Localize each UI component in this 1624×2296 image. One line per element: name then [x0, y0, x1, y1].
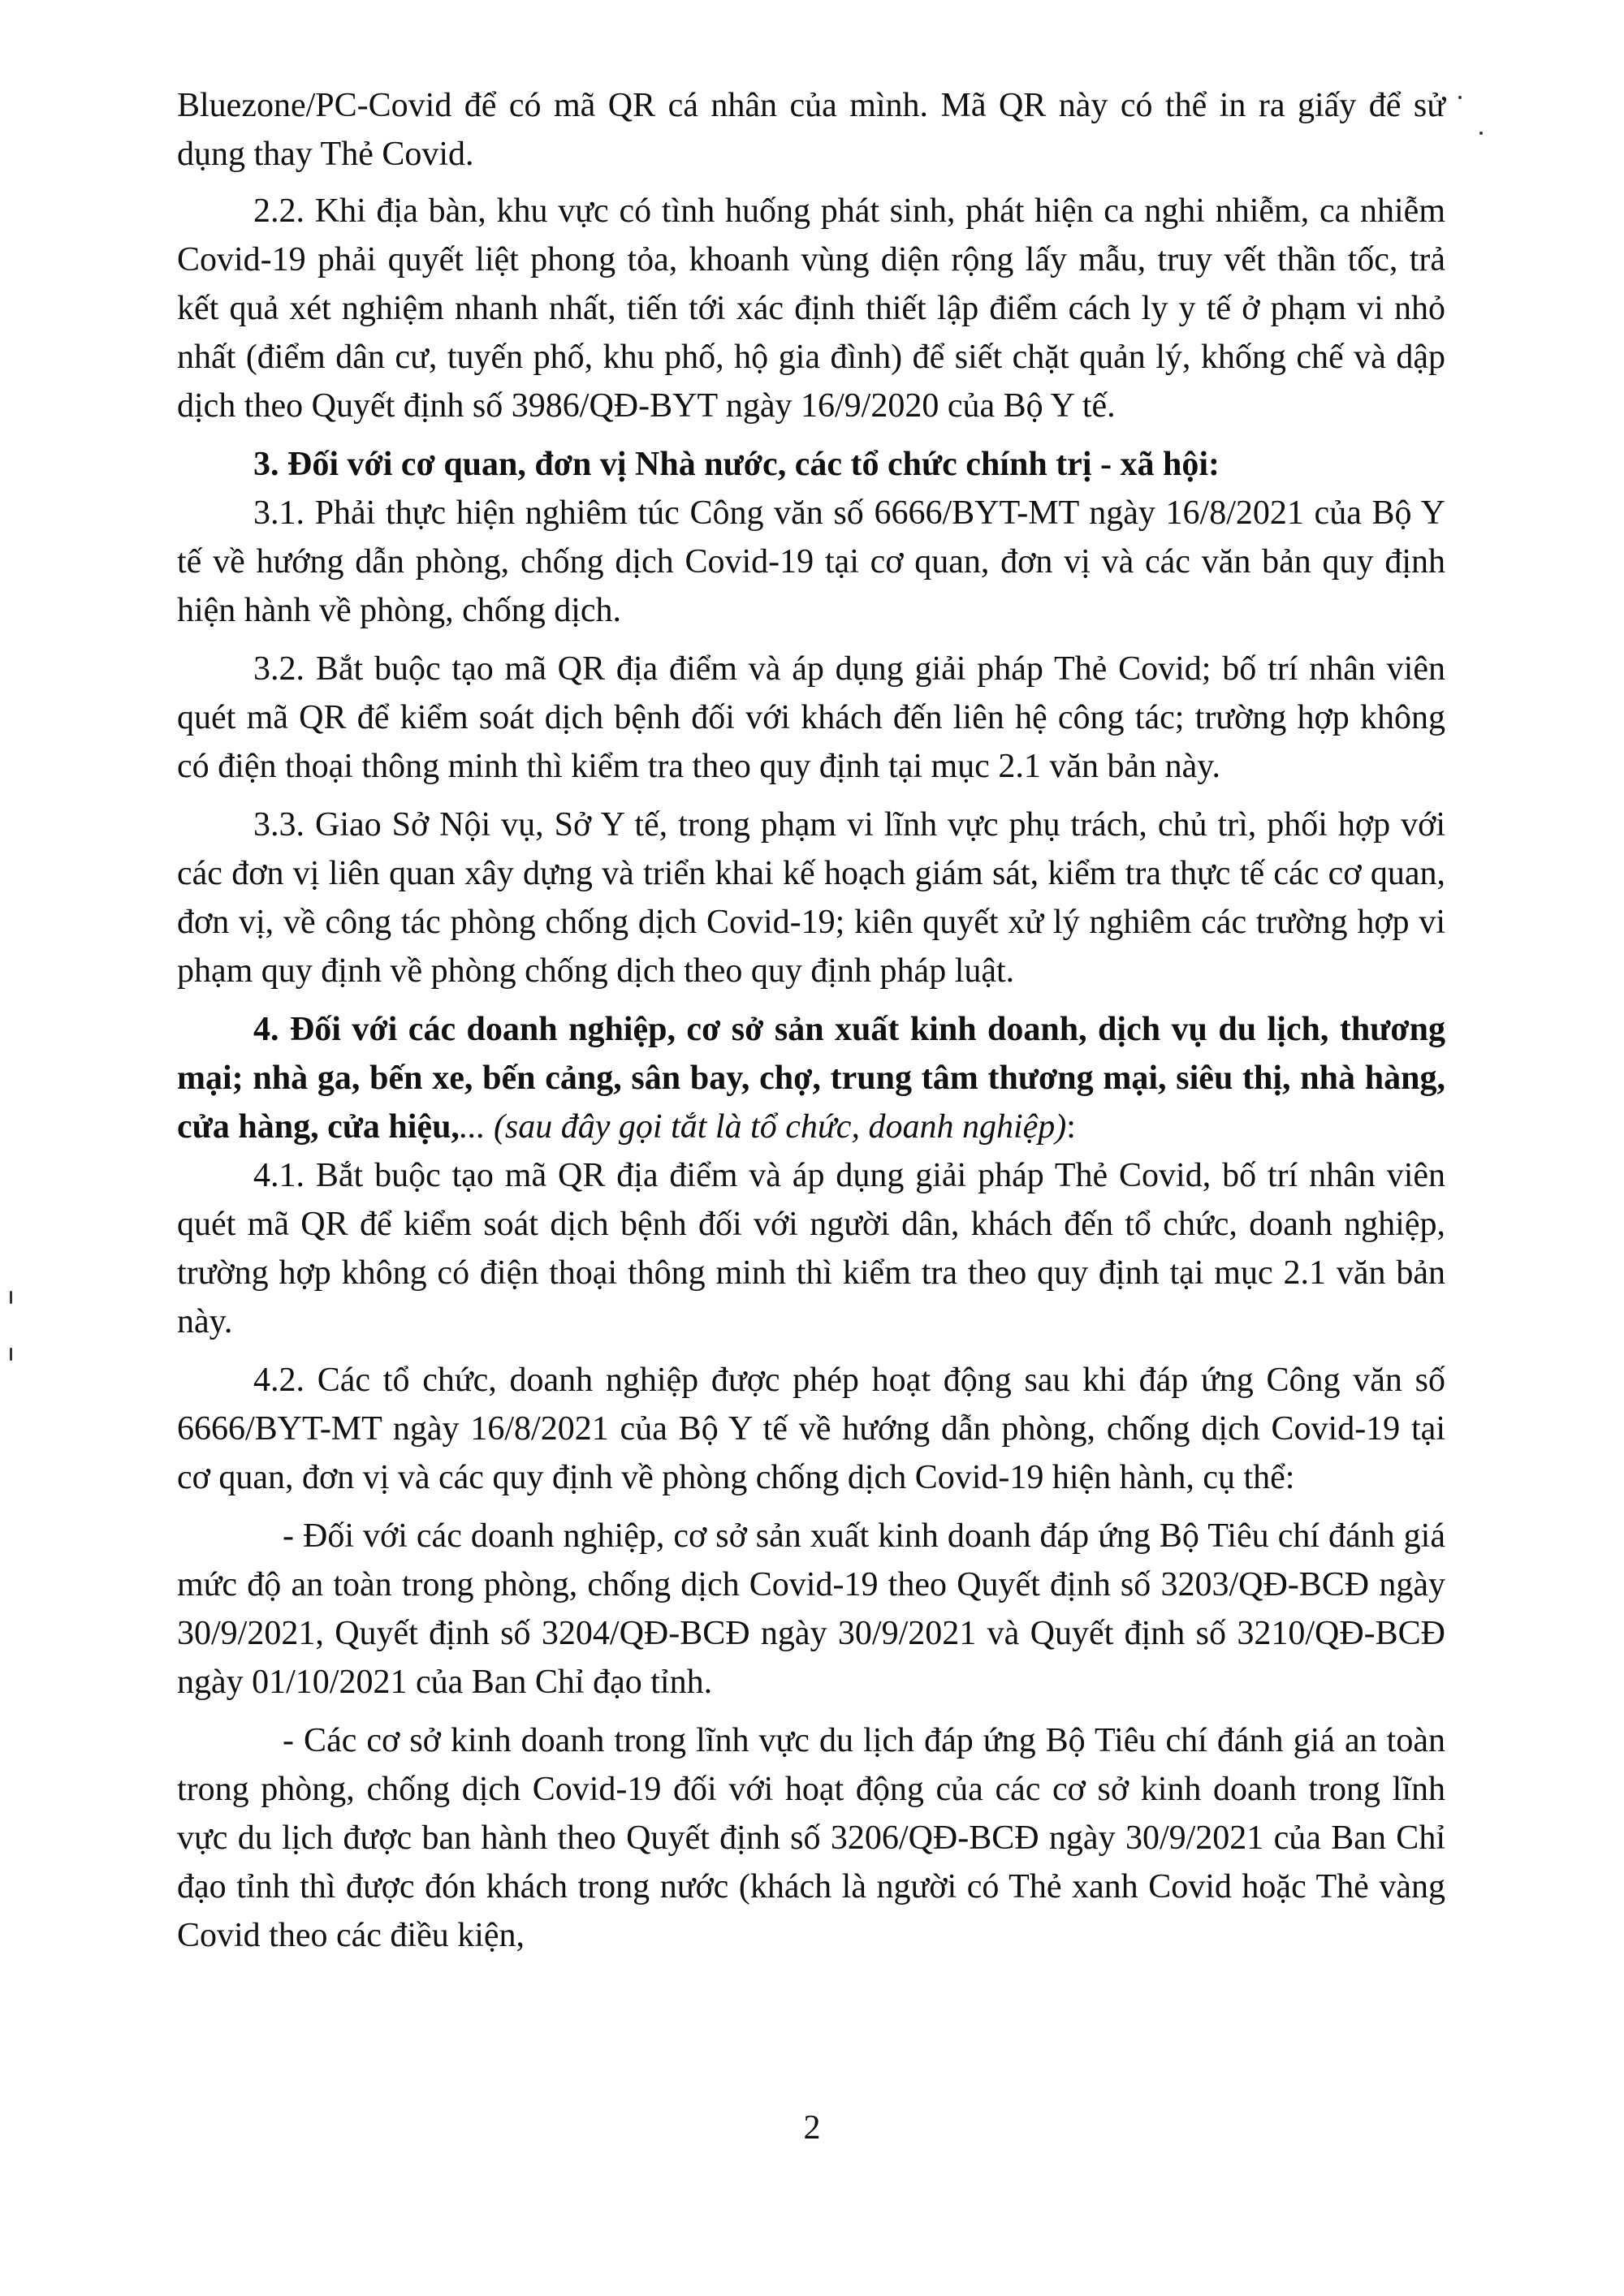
bullet-item-1: - Đối với các doanh nghiệp, cơ sở sản xuất kinh doanh đáp ứng Bộ Tiêu chí đánh giá mức độ an toàn trong phòng, chống dịch Covid-19 theo Quyết định số 3203/QĐ-BCĐ ngày 30/9/2021, Quyết định số 3204/QĐ-BCĐ ngày 30/9/2021 và Quyết định số 3210/QĐ-BCĐ ngày 01/10/2021 của Ban Chỉ đạo tỉnh. [177, 1517, 1445, 1701]
page-number: 2 [803, 2109, 821, 2147]
bullet-item-2: - Các cơ sở kinh doanh trong lĩnh vực du lịch đáp ứng Bộ Tiêu chí đánh giá an toàn trong phòng, chống dịch Covid-19 đối với hoạt động của các cơ sở kinh doanh trong lĩnh vực du lịch được ban hành theo Quyết định số 3206/QĐ-BCĐ ngày 30/9/2021 của Ban Chỉ đạo tỉnh thì được đón khách trong nước (khách là người có Thẻ xanh Covid hoặc Thẻ vàng Covid theo các điều kiện, [177, 1722, 1445, 1954]
heading-section-3: 3. Đối với cơ quan, đơn vị Nhà nước, các tổ chức chính trị - xã hội: [253, 446, 1220, 483]
scan-speck [1479, 132, 1483, 135]
heading-section-4-colon: : [1066, 1108, 1076, 1146]
heading-section-4-italic: ... (sau đây gọi tắt là tổ chức, doanh nghiệp) [459, 1108, 1067, 1146]
scan-speck [10, 1291, 12, 1304]
document-page [177, 81, 1445, 1960]
heading-section-4-bold: 4. Đối với các doanh nghiệp, cơ sở sản xuất kinh doanh, dịch vụ du lịch, thương mại; nhà ga, bến xe, bến cảng, sân bay, chợ, trung tâm thương mại, siêu thị, nhà hàng, cửa hàng, cửa hiệu, [177, 1011, 1445, 1146]
paragraph-3-1: 3.1. Phải thực hiện nghiêm túc Công văn số 6666/BYT-MT ngày 16/8/2021 của Bộ Y tế về hướng dẫn phòng, chống dịch Covid-19 tại cơ quan, đơn vị và các văn bản quy định hiện hành về phòng, chống dịch. [177, 494, 1445, 629]
heading-section-4 [177, 1005, 1445, 1151]
paragraph-3-3: 3.3. Giao Sở Nội vụ, Sở Y tế, trong phạm vi lĩnh vực phụ trách, chủ trì, phối hợp với các đơn vị liên quan xây dựng và triển khai kế hoạch giám sát, kiểm tra thực tế các cơ quan, đơn vị, về công tác phòng chống dịch Covid-19; kiên quyết xử lý nghiêm các trường hợp vi phạm quy định về phòng chống dịch theo quy định pháp luật. [177, 806, 1445, 990]
paragraph-2-2: 2.2. Khi địa bàn, khu vực có tình huống phát sinh, phát hiện ca nghi nhiễm, ca nhiễm Covid-19 phải quyết liệt phong tỏa, khoanh vùng diện rộng lấy mẫu, truy vết thần tốc, trả kết quả xét nghiệm nhanh nhất, tiến tới xác định thiết lập điểm cách ly y tế ở phạm vi nhỏ nhất (điểm dân cư, tuyến phố, khu phố, hộ gia đình) để siết chặt quản lý, khống chế và dập dịch theo Quyết định số 3986/QĐ-BYT ngày 16/9/2020 của Bộ Y tế. [177, 192, 1445, 425]
scan-speck [1458, 96, 1462, 99]
paragraph-4-1: 4.1. Bắt buộc tạo mã QR địa điểm và áp dụng giải pháp Thẻ Covid, bố trí nhân viên quét mã QR để kiểm soát dịch bệnh đối với người dân, khách đến tổ chức, doanh nghiệp, trường hợp không có điện thoại thông minh thì kiểm tra theo quy định tại mục 2.1 văn bản này. [177, 1157, 1445, 1340]
paragraph-continuation: Bluezone/PC-Covid để có mã QR cá nhân của mình. Mã QR này có thể in ra giấy để sử dụng thay Thẻ Covid. [177, 87, 1445, 173]
paragraph-3-2: 3.2. Bắt buộc tạo mã QR địa điểm và áp dụng giải pháp Thẻ Covid; bố trí nhân viên quét mã QR để kiểm soát dịch bệnh đối với khách đến liên hệ công tác; trường hợp không có điện thoại thông minh thì kiểm tra theo quy định tại mục 2.1 văn bản này. [177, 650, 1445, 785]
paragraph-4-2: 4.2. Các tổ chức, doanh nghiệp được phép hoạt động sau khi đáp ứng Công văn số 6666/BYT-MT ngày 16/8/2021 của Bộ Y tế về hướng dẫn phòng, chống dịch Covid-19 tại cơ quan, đơn vị và các quy định về phòng chống dịch Covid-19 hiện hành, cụ thể: [177, 1362, 1445, 1496]
scan-speck [10, 1348, 12, 1361]
